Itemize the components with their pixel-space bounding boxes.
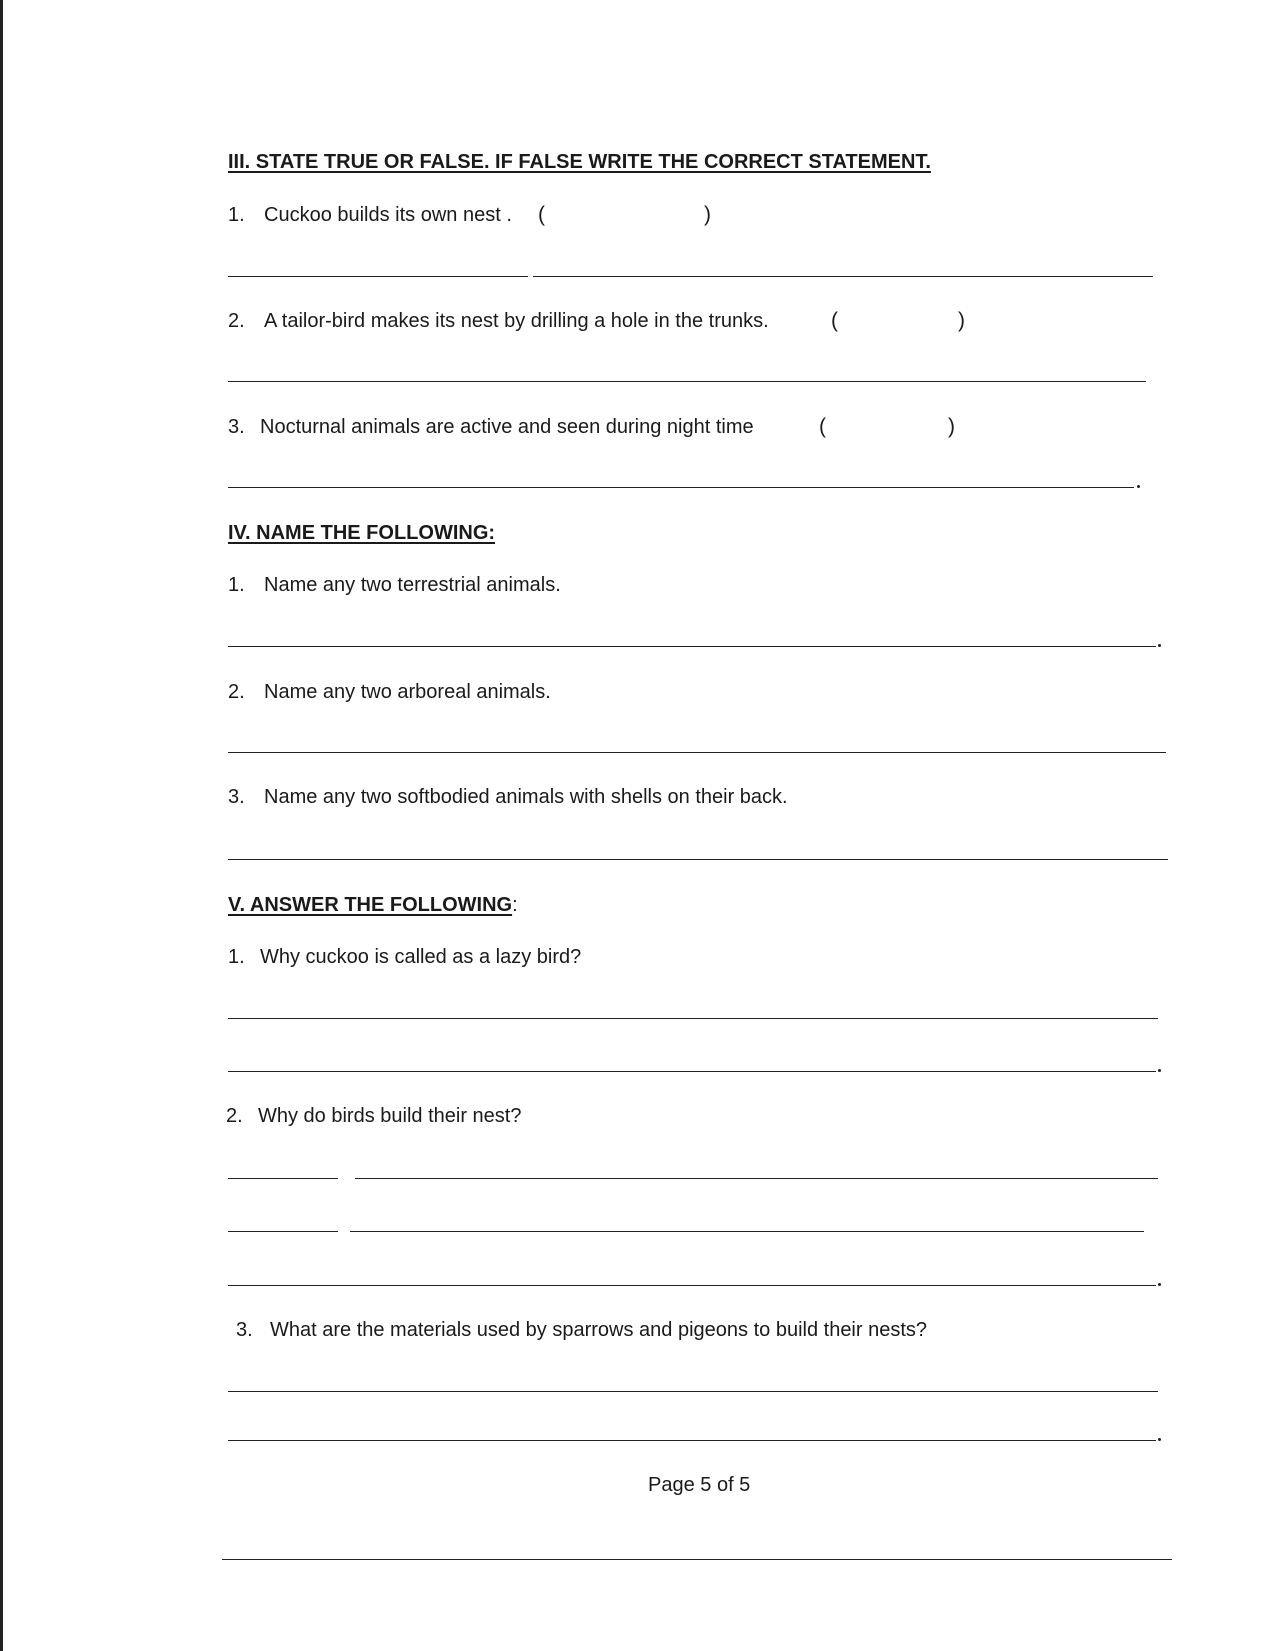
answer-line[interactable] [355, 1178, 1158, 1179]
answer-line[interactable] [228, 381, 1146, 382]
answer-paren-open: ( [819, 415, 826, 438]
answer-line[interactable] [228, 276, 528, 277]
question-number: 1. [228, 946, 245, 968]
answer-line[interactable] [228, 752, 1166, 753]
question-text: Name any two arboreal animals. [264, 681, 551, 703]
line-end-period [1158, 1438, 1161, 1441]
question-number: 2. [228, 310, 245, 332]
line-end-period [1137, 485, 1140, 488]
answer-line[interactable] [228, 1178, 338, 1179]
answer-paren-close: ) [948, 415, 955, 438]
question-text: Why do birds build their nest? [258, 1105, 522, 1127]
section-4-heading: IV. NAME THE FOLLOWING: [228, 522, 496, 544]
question-4-2 [228, 680, 551, 704]
answer-paren-close: ) [958, 309, 965, 332]
question-number: 3. [236, 1319, 253, 1341]
line-end-period [1158, 1069, 1161, 1072]
answer-line[interactable] [228, 1440, 1156, 1441]
question-number: 3. [228, 416, 245, 438]
line-end-period [1158, 644, 1161, 647]
answer-line[interactable] [228, 1231, 338, 1232]
question-text: A tailor-bird makes its nest by drilling a hole in the trunks. [264, 310, 769, 332]
page-left-border [0, 0, 3, 1651]
answer-line[interactable] [228, 1071, 1156, 1072]
answer-line[interactable] [228, 1285, 1156, 1286]
answer-paren-close: ) [704, 203, 711, 226]
section-3-heading: III. STATE TRUE OR FALSE. IF FALSE WRITE THE CORRECT STATEMENT. [228, 151, 931, 173]
question-number: 2. [228, 681, 245, 703]
answer-line[interactable] [228, 646, 1156, 647]
question-5-1 [228, 945, 581, 969]
answer-line[interactable] [350, 1231, 1144, 1232]
question-text: Name any two softbodied animals with shells on their back. [264, 786, 788, 808]
footer-rule [222, 1559, 1172, 1560]
section-5-heading-colon: : [512, 894, 518, 916]
question-number: 1. [228, 574, 245, 596]
answer-paren-open: ( [831, 309, 838, 332]
question-number: 2. [226, 1105, 243, 1127]
question-4-3 [228, 785, 788, 809]
question-text: Nocturnal animals are active and seen during night time [260, 416, 754, 438]
answer-line[interactable] [228, 859, 1168, 860]
question-5-2 [226, 1104, 521, 1128]
question-3-1 [228, 203, 512, 227]
question-text: Why cuckoo is called as a lazy bird? [260, 946, 582, 968]
answer-line[interactable] [228, 487, 1134, 488]
answer-line[interactable] [228, 1391, 1158, 1392]
question-text: What are the materials used by sparrows and pigeons to build their nests? [270, 1319, 928, 1341]
question-3-3 [228, 415, 754, 439]
answer-line[interactable] [533, 276, 1153, 277]
page-number: Page 5 of 5 [648, 1474, 751, 1496]
question-4-1 [228, 573, 561, 597]
answer-paren-open: ( [538, 203, 545, 226]
section-5-heading-text: V. ANSWER THE FOLLOWING [228, 894, 513, 916]
question-5-3 [236, 1318, 927, 1342]
line-end-period [1158, 1283, 1161, 1286]
question-number: 1. [228, 204, 245, 226]
question-3-2 [228, 309, 769, 333]
answer-line[interactable] [228, 1018, 1158, 1019]
question-text: Name any two terrestrial animals. [264, 574, 561, 596]
section-5-heading [228, 893, 518, 917]
question-number: 3. [228, 786, 245, 808]
question-text: Cuckoo builds its own nest . [264, 204, 512, 226]
